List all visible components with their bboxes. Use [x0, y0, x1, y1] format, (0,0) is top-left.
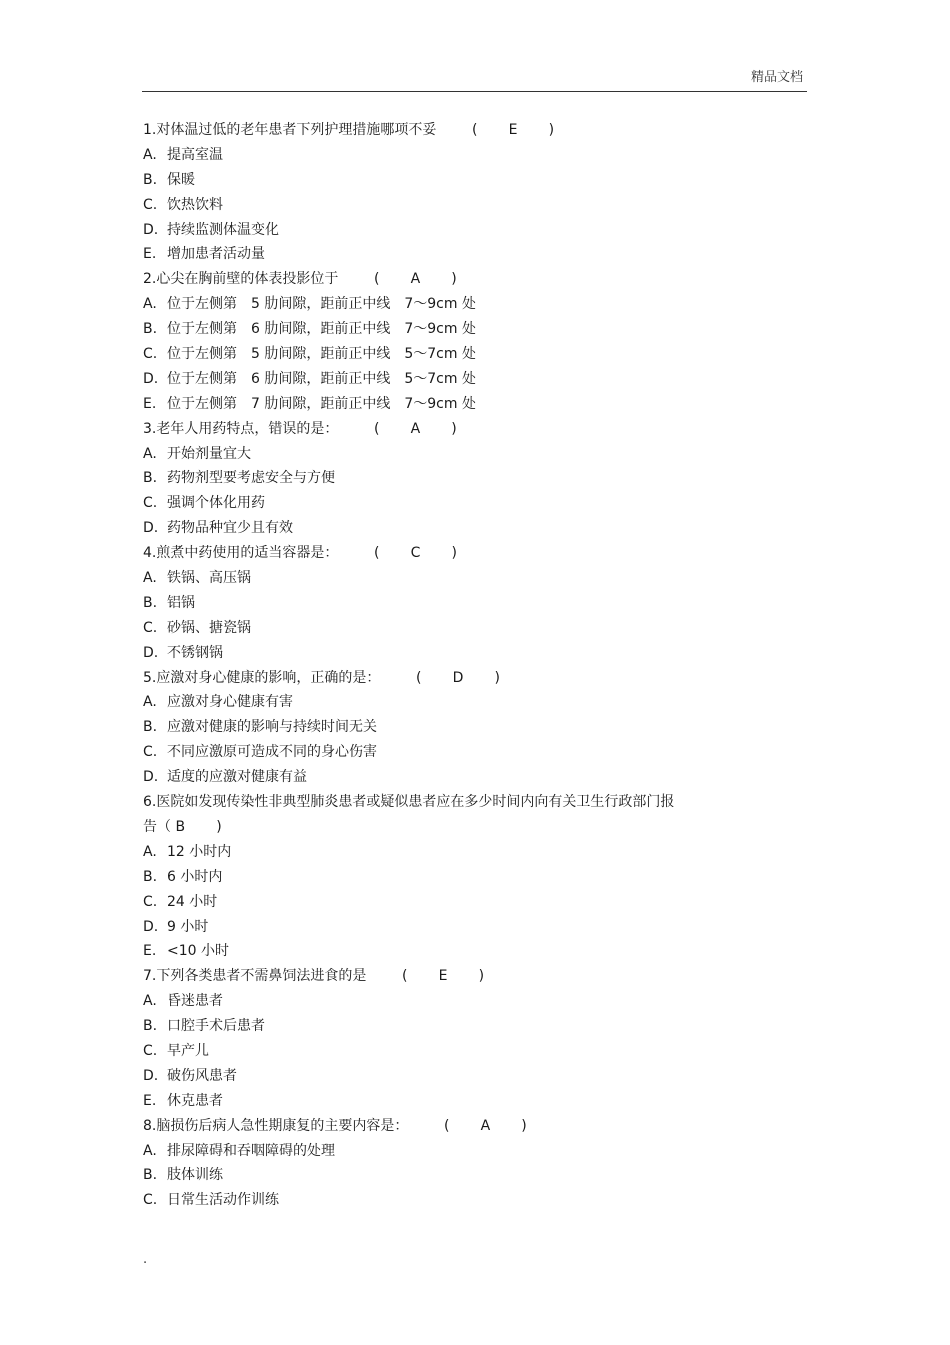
option-text: 强调个体化用药 [167, 495, 265, 512]
answer-bracket-close: ) [420, 420, 457, 437]
option-text: 药物品种宜少且有效 [167, 520, 293, 537]
answer-bracket-close: ) [420, 271, 457, 288]
option-text: 破伤风患者 [167, 1067, 237, 1084]
option-text: 昏迷患者 [167, 993, 223, 1010]
answer-letter: A [410, 420, 421, 437]
answer-option [143, 591, 743, 616]
option-text: 饮热饮料 [167, 196, 223, 213]
option-text: 位于左侧第 5 肋间隙，距前正中线 5～7cm 处 [167, 346, 476, 363]
question-stem [143, 267, 743, 292]
answer-bracket-close: ) [447, 968, 485, 985]
option-text: 6 小时内 [167, 868, 223, 885]
answer-option [143, 765, 743, 790]
answer-letter: E [508, 122, 518, 138]
option-letter: C. [143, 1042, 158, 1059]
answer-option [143, 740, 743, 765]
question-stem-cont [143, 815, 743, 840]
option-text: 早产儿 [167, 1042, 209, 1059]
header-label: 精品文档 [750, 70, 803, 85]
option-text: 24 小时 [167, 893, 218, 910]
question-stem [143, 118, 743, 143]
option-letter: D. [143, 644, 159, 661]
question-text: 8.脑损伤后病人急性期康复的主要内容是： [143, 1117, 409, 1134]
answer-letter: A [480, 1117, 491, 1134]
answer-option [143, 566, 743, 591]
answer-option [143, 342, 743, 367]
option-text: 不同应激原可造成不同的身心伤害 [167, 744, 377, 761]
answer-bracket-close: ) [420, 545, 457, 562]
answer-option [143, 890, 743, 915]
answer-bracket-close: ) [185, 818, 222, 835]
option-letter: C. [143, 893, 158, 910]
option-letter: D. [143, 1067, 159, 1084]
option-letter: B. [143, 868, 158, 885]
option-letter: D. [143, 769, 159, 786]
answer-option [143, 193, 743, 218]
answer-bracket-open: ( [436, 122, 509, 138]
answer-bracket-close: ) [517, 122, 555, 138]
option-text: 位于左侧第 5 肋间隙，距前正中线 7～9cm 处 [167, 296, 476, 313]
option-letter: E. [143, 395, 157, 412]
option-text: 应激对身心健康有害 [167, 694, 293, 711]
question-text: 4.煎煮中药使用的适当容器是： [143, 545, 339, 562]
option-letter: E. [143, 943, 157, 960]
option-text: 增加患者活动量 [167, 246, 265, 263]
option-text: 药物剂型要考虑安全与方便 [167, 470, 335, 487]
option-letter: A. [143, 694, 157, 711]
option-letter: B. [143, 1018, 158, 1035]
answer-option [143, 392, 743, 417]
question-text: 5.应激对身心健康的影响，正确的是： [143, 669, 381, 686]
question-text: 1.对体温过低的老年患者下列护理措施哪项不妥 [143, 122, 437, 138]
option-letter: A. [143, 1142, 157, 1159]
answer-bracket-open: ( [380, 669, 453, 686]
option-text: 铁锅、高压锅 [167, 570, 251, 587]
answer-option [143, 989, 743, 1014]
answer-letter: A [410, 271, 421, 288]
option-text: 肢体训练 [167, 1167, 223, 1184]
option-letter: E. [143, 1092, 157, 1109]
question-text: 7.下列各类患者不需鼻饲法进食的是 [143, 968, 367, 985]
option-letter: C. [143, 196, 158, 213]
answer-option [143, 317, 743, 342]
option-text: 应激对健康的影响与持续时间无关 [167, 719, 377, 736]
footer-mark: . [143, 1252, 148, 1267]
answer-option [143, 641, 743, 666]
answer-option [143, 1064, 743, 1089]
option-letter: A. [143, 993, 157, 1010]
answer-option [143, 242, 743, 267]
option-text: 开始剂量宜大 [167, 445, 251, 462]
answer-bracket-open: ( [408, 1117, 481, 1134]
option-letter: A. [143, 296, 157, 313]
option-letter: A. [143, 445, 157, 462]
answer-bracket-close: ) [490, 1117, 527, 1134]
option-text: 休克患者 [167, 1092, 223, 1109]
option-letter: A. [143, 570, 157, 587]
answer-option [143, 1163, 743, 1188]
question-text: 3.老年人用药特点，错误的是： [143, 420, 339, 437]
answer-bracket-open: ( [338, 271, 411, 288]
answer-option [143, 143, 743, 168]
answer-option [143, 840, 743, 865]
answer-option [143, 1188, 743, 1213]
answer-bracket-open: （ [157, 818, 176, 835]
question-stem [143, 1114, 743, 1139]
answer-letter: E [438, 968, 448, 985]
option-text: 口腔手术后患者 [167, 1018, 265, 1035]
option-letter: C. [143, 744, 158, 761]
option-letter: C. [143, 1192, 158, 1209]
option-letter: D. [143, 221, 159, 238]
option-text: 12 小时内 [167, 843, 232, 860]
answer-option [143, 218, 743, 243]
answer-option [143, 466, 743, 491]
answer-option [143, 367, 743, 392]
answer-letter: B [175, 818, 186, 835]
answer-option [143, 616, 743, 641]
answer-option [143, 168, 743, 193]
answer-option [143, 442, 743, 467]
question-stem [143, 666, 743, 691]
option-letter: A. [143, 146, 157, 163]
question-text: 2.心尖在胸前壁的体表投影位于 [143, 271, 339, 288]
option-letter: C. [143, 346, 158, 363]
answer-bracket-open: ( [366, 968, 439, 985]
option-letter: D. [143, 370, 159, 387]
answer-option [143, 1089, 743, 1114]
answer-option [143, 1139, 743, 1164]
option-letter: B. [143, 594, 158, 611]
answer-bracket-close: ) [463, 669, 500, 686]
header-rule [142, 91, 807, 92]
option-text: 位于左侧第 7 肋间隙，距前正中线 7～9cm 处 [167, 395, 476, 412]
option-letter: E. [143, 246, 157, 263]
option-letter: B. [143, 719, 158, 736]
question-text: 6.医院如发现传染性非典型肺炎患者或疑似患者应在多少时间内向有关卫生行政部门报 [143, 794, 675, 811]
question-text-cont: 告 [143, 818, 157, 835]
option-text: 位于左侧第 6 肋间隙，距前正中线 7～9cm 处 [167, 321, 476, 338]
answer-letter: D [452, 669, 464, 686]
option-letter: B. [143, 1167, 158, 1184]
answer-option [143, 292, 743, 317]
answer-option [143, 939, 743, 964]
option-text: 日常生活动作训练 [167, 1192, 279, 1209]
answer-option [143, 516, 743, 541]
question-list [143, 118, 743, 1213]
answer-option [143, 865, 743, 890]
question-stem [143, 541, 743, 566]
answer-option [143, 915, 743, 940]
option-letter: B. [143, 321, 158, 338]
option-letter: D. [143, 520, 159, 537]
option-text: 砂锅、搪瓷锅 [167, 619, 251, 636]
answer-letter: C [410, 545, 421, 562]
option-text: 保暖 [167, 171, 195, 188]
option-letter: B. [143, 171, 158, 188]
question-stem [143, 790, 743, 815]
option-text: <10 小时 [167, 943, 229, 960]
option-letter: C. [143, 619, 158, 636]
answer-option [143, 491, 743, 516]
option-text: 提高室温 [167, 146, 223, 163]
answer-bracket-open: ( [338, 420, 411, 437]
question-stem [143, 417, 743, 442]
answer-option [143, 1039, 743, 1064]
option-text: 9 小时 [167, 918, 209, 935]
option-text: 适度的应激对健康有益 [167, 769, 307, 786]
option-letter: B. [143, 470, 158, 487]
option-text: 不锈钢锅 [167, 644, 223, 661]
answer-option [143, 690, 743, 715]
option-text: 铝锅 [167, 594, 195, 611]
answer-option [143, 715, 743, 740]
option-text: 排尿障碍和吞咽障碍的处理 [167, 1142, 335, 1159]
question-stem [143, 964, 743, 989]
answer-bracket-open: ( [338, 545, 411, 562]
option-letter: A. [143, 843, 157, 860]
answer-option [143, 1014, 743, 1039]
option-text: 持续监测体温变化 [167, 221, 279, 238]
option-letter: C. [143, 495, 158, 512]
option-text: 位于左侧第 6 肋间隙，距前正中线 5～7cm 处 [167, 370, 476, 387]
option-letter: D. [143, 918, 159, 935]
